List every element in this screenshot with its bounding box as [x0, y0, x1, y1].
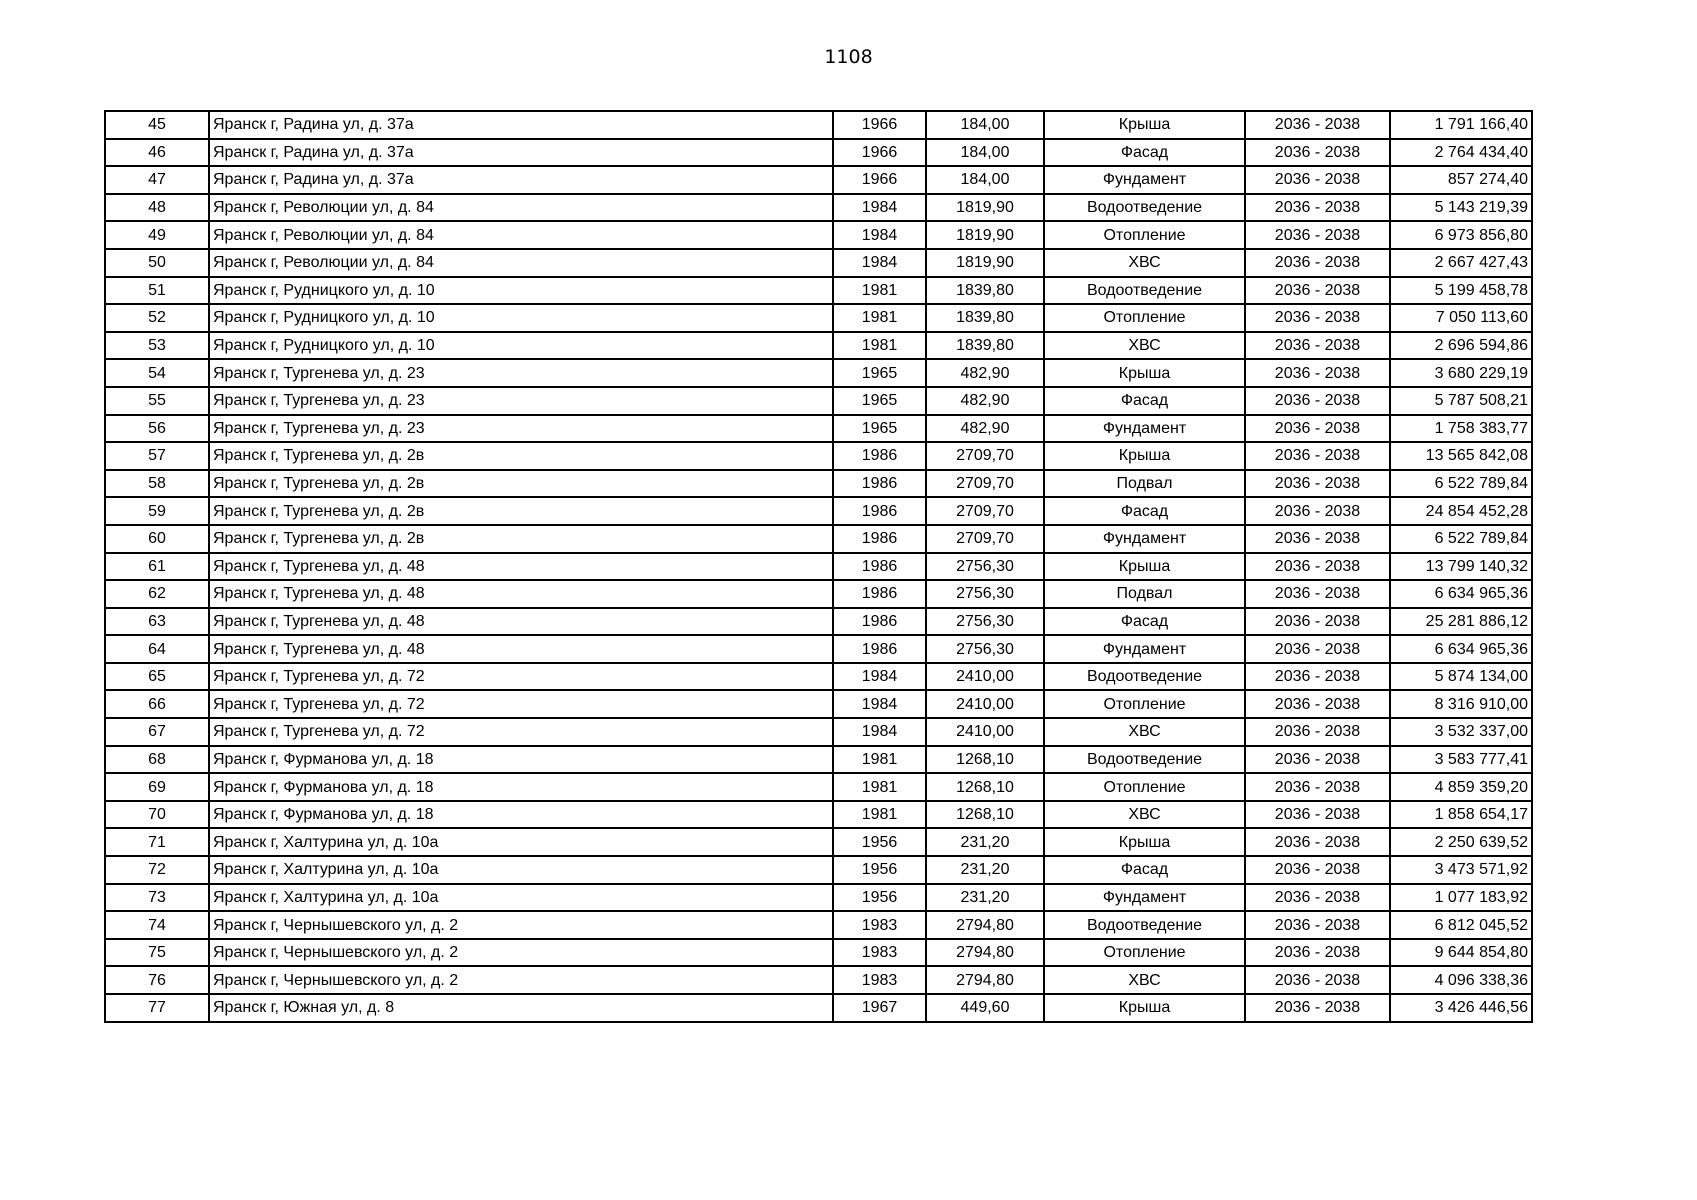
table-row: [105, 608, 1532, 636]
table-row: [105, 497, 1532, 525]
year-built-cell: 1986: [833, 525, 926, 553]
table-row: [105, 553, 1532, 581]
address-cell: Яранск г, Фурманова ул, д. 18: [209, 746, 833, 774]
year-built-cell: 1984: [833, 663, 926, 691]
cost-cell: 1 077 183,92: [1390, 884, 1532, 912]
work-type-cell: Подвал: [1044, 470, 1245, 498]
work-type-cell: Водоотведение: [1044, 746, 1245, 774]
work-type-cell: Фасад: [1044, 139, 1245, 167]
area-cell: 2410,00: [926, 663, 1044, 691]
period-cell: 2036 - 2038: [1245, 663, 1390, 691]
year-built-cell: 1984: [833, 249, 926, 277]
cost-cell: 3 583 777,41: [1390, 746, 1532, 774]
address-cell: Яранск г, Чернышевского ул, д. 2: [209, 911, 833, 939]
year-built-cell: 1986: [833, 442, 926, 470]
row-number-cell: 66: [105, 690, 209, 718]
row-number-cell: 49: [105, 221, 209, 249]
area-cell: 2709,70: [926, 442, 1044, 470]
year-built-cell: 1981: [833, 773, 926, 801]
address-cell: Яранск г, Тургенева ул, д. 23: [209, 359, 833, 387]
year-built-cell: 1965: [833, 359, 926, 387]
address-cell: Яранск г, Радина ул, д. 37а: [209, 139, 833, 167]
year-built-cell: 1981: [833, 746, 926, 774]
work-type-cell: Отопление: [1044, 690, 1245, 718]
address-cell: Яранск г, Радина ул, д. 37а: [209, 166, 833, 194]
area-cell: 1268,10: [926, 801, 1044, 829]
area-cell: 184,00: [926, 139, 1044, 167]
address-cell: Яранск г, Рудницкого ул, д. 10: [209, 277, 833, 305]
cost-cell: 6 634 965,36: [1390, 580, 1532, 608]
row-number-cell: 54: [105, 359, 209, 387]
area-cell: 1839,80: [926, 304, 1044, 332]
area-cell: 231,20: [926, 828, 1044, 856]
table-row: [105, 221, 1532, 249]
table-row: [105, 635, 1532, 663]
repair-schedule-table: [104, 110, 1533, 1023]
table-row: [105, 663, 1532, 691]
address-cell: Яранск г, Радина ул, д. 37а: [209, 111, 833, 139]
row-number-cell: 60: [105, 525, 209, 553]
address-cell: Яранск г, Халтурина ул, д. 10а: [209, 884, 833, 912]
period-cell: 2036 - 2038: [1245, 332, 1390, 360]
year-built-cell: 1981: [833, 277, 926, 305]
work-type-cell: Водоотведение: [1044, 194, 1245, 222]
year-built-cell: 1984: [833, 718, 926, 746]
cost-cell: 13 565 842,08: [1390, 442, 1532, 470]
table-row: [105, 939, 1532, 967]
address-cell: Яранск г, Тургенева ул, д. 48: [209, 553, 833, 581]
address-cell: Яранск г, Тургенева ул, д. 2в: [209, 497, 833, 525]
address-cell: Яранск г, Тургенева ул, д. 2в: [209, 525, 833, 553]
row-number-cell: 68: [105, 746, 209, 774]
area-cell: 1268,10: [926, 746, 1044, 774]
row-number-cell: 59: [105, 497, 209, 525]
address-cell: Яранск г, Рудницкого ул, д. 10: [209, 332, 833, 360]
table-body: [105, 111, 1532, 1022]
work-type-cell: Фундамент: [1044, 415, 1245, 443]
cost-cell: 9 644 854,80: [1390, 939, 1532, 967]
table-row: [105, 359, 1532, 387]
work-type-cell: ХВС: [1044, 249, 1245, 277]
area-cell: 2709,70: [926, 525, 1044, 553]
cost-cell: 6 634 965,36: [1390, 635, 1532, 663]
work-type-cell: Фундамент: [1044, 525, 1245, 553]
area-cell: 449,60: [926, 994, 1044, 1022]
table-row: [105, 415, 1532, 443]
work-type-cell: ХВС: [1044, 332, 1245, 360]
year-built-cell: 1984: [833, 221, 926, 249]
table-row: [105, 884, 1532, 912]
row-number-cell: 50: [105, 249, 209, 277]
row-number-cell: 48: [105, 194, 209, 222]
address-cell: Яранск г, Тургенева ул, д. 23: [209, 387, 833, 415]
address-cell: Яранск г, Чернышевского ул, д. 2: [209, 939, 833, 967]
address-cell: Яранск г, Тургенева ул, д. 23: [209, 415, 833, 443]
period-cell: 2036 - 2038: [1245, 221, 1390, 249]
address-cell: Яранск г, Южная ул, д. 8: [209, 994, 833, 1022]
work-type-cell: Водоотведение: [1044, 911, 1245, 939]
address-cell: Яранск г, Революции ул, д. 84: [209, 194, 833, 222]
period-cell: 2036 - 2038: [1245, 828, 1390, 856]
work-type-cell: Фасад: [1044, 497, 1245, 525]
period-cell: 2036 - 2038: [1245, 470, 1390, 498]
row-number-cell: 67: [105, 718, 209, 746]
cost-cell: 2 764 434,40: [1390, 139, 1532, 167]
period-cell: 2036 - 2038: [1245, 359, 1390, 387]
period-cell: 2036 - 2038: [1245, 249, 1390, 277]
row-number-cell: 74: [105, 911, 209, 939]
work-type-cell: Фасад: [1044, 387, 1245, 415]
year-built-cell: 1956: [833, 856, 926, 884]
row-number-cell: 51: [105, 277, 209, 305]
cost-cell: 1 791 166,40: [1390, 111, 1532, 139]
period-cell: 2036 - 2038: [1245, 111, 1390, 139]
area-cell: 184,00: [926, 111, 1044, 139]
area-cell: 2410,00: [926, 718, 1044, 746]
cost-cell: 24 854 452,28: [1390, 497, 1532, 525]
work-type-cell: Отопление: [1044, 304, 1245, 332]
row-number-cell: 55: [105, 387, 209, 415]
area-cell: 1819,90: [926, 194, 1044, 222]
cost-cell: 6 522 789,84: [1390, 470, 1532, 498]
table-row: [105, 856, 1532, 884]
area-cell: 1839,80: [926, 277, 1044, 305]
year-built-cell: 1965: [833, 387, 926, 415]
row-number-cell: 69: [105, 773, 209, 801]
area-cell: 482,90: [926, 359, 1044, 387]
cost-cell: 5 143 219,39: [1390, 194, 1532, 222]
period-cell: 2036 - 2038: [1245, 497, 1390, 525]
row-number-cell: 71: [105, 828, 209, 856]
area-cell: 1819,90: [926, 249, 1044, 277]
area-cell: 1268,10: [926, 773, 1044, 801]
area-cell: 482,90: [926, 387, 1044, 415]
cost-cell: 7 050 113,60: [1390, 304, 1532, 332]
area-cell: 2756,30: [926, 635, 1044, 663]
table-row: [105, 580, 1532, 608]
work-type-cell: Крыша: [1044, 553, 1245, 581]
table-row: [105, 525, 1532, 553]
work-type-cell: Крыша: [1044, 359, 1245, 387]
area-cell: 2709,70: [926, 497, 1044, 525]
row-number-cell: 46: [105, 139, 209, 167]
address-cell: Яранск г, Тургенева ул, д. 2в: [209, 470, 833, 498]
year-built-cell: 1956: [833, 884, 926, 912]
address-cell: Яранск г, Революции ул, д. 84: [209, 249, 833, 277]
area-cell: 1839,80: [926, 332, 1044, 360]
work-type-cell: Отопление: [1044, 773, 1245, 801]
year-built-cell: 1986: [833, 635, 926, 663]
cost-cell: 6 812 045,52: [1390, 911, 1532, 939]
year-built-cell: 1967: [833, 994, 926, 1022]
period-cell: 2036 - 2038: [1245, 966, 1390, 994]
table-row: [105, 442, 1532, 470]
row-number-cell: 58: [105, 470, 209, 498]
row-number-cell: 72: [105, 856, 209, 884]
address-cell: Яранск г, Халтурина ул, д. 10а: [209, 856, 833, 884]
period-cell: 2036 - 2038: [1245, 580, 1390, 608]
area-cell: 2794,80: [926, 911, 1044, 939]
table-row: [105, 828, 1532, 856]
period-cell: 2036 - 2038: [1245, 387, 1390, 415]
cost-cell: 4 859 359,20: [1390, 773, 1532, 801]
table-row: [105, 111, 1532, 139]
cost-cell: 3 426 446,56: [1390, 994, 1532, 1022]
address-cell: Яранск г, Тургенева ул, д. 48: [209, 635, 833, 663]
year-built-cell: 1986: [833, 497, 926, 525]
area-cell: 2756,30: [926, 580, 1044, 608]
year-built-cell: 1986: [833, 470, 926, 498]
cost-cell: 2 696 594,86: [1390, 332, 1532, 360]
row-number-cell: 47: [105, 166, 209, 194]
row-number-cell: 65: [105, 663, 209, 691]
cost-cell: 6 522 789,84: [1390, 525, 1532, 553]
address-cell: Яранск г, Тургенева ул, д. 72: [209, 690, 833, 718]
table-row: [105, 773, 1532, 801]
year-built-cell: 1983: [833, 911, 926, 939]
cost-cell: 5 787 508,21: [1390, 387, 1532, 415]
work-type-cell: Фундамент: [1044, 166, 1245, 194]
address-cell: Яранск г, Фурманова ул, д. 18: [209, 773, 833, 801]
period-cell: 2036 - 2038: [1245, 139, 1390, 167]
row-number-cell: 62: [105, 580, 209, 608]
year-built-cell: 1984: [833, 690, 926, 718]
row-number-cell: 53: [105, 332, 209, 360]
area-cell: 2756,30: [926, 608, 1044, 636]
area-cell: 2756,30: [926, 553, 1044, 581]
address-cell: Яранск г, Революции ул, д. 84: [209, 221, 833, 249]
year-built-cell: 1966: [833, 111, 926, 139]
address-cell: Яранск г, Тургенева ул, д. 72: [209, 718, 833, 746]
table-row: [105, 277, 1532, 305]
cost-cell: 1 758 383,77: [1390, 415, 1532, 443]
table-row: [105, 249, 1532, 277]
cost-cell: 4 096 338,36: [1390, 966, 1532, 994]
cost-cell: 1 858 654,17: [1390, 801, 1532, 829]
period-cell: 2036 - 2038: [1245, 166, 1390, 194]
period-cell: 2036 - 2038: [1245, 635, 1390, 663]
period-cell: 2036 - 2038: [1245, 194, 1390, 222]
address-cell: Яранск г, Тургенева ул, д. 2в: [209, 442, 833, 470]
cost-cell: 5 874 134,00: [1390, 663, 1532, 691]
year-built-cell: 1983: [833, 966, 926, 994]
area-cell: 1819,90: [926, 221, 1044, 249]
table-row: [105, 718, 1532, 746]
period-cell: 2036 - 2038: [1245, 442, 1390, 470]
work-type-cell: ХВС: [1044, 718, 1245, 746]
year-built-cell: 1981: [833, 801, 926, 829]
year-built-cell: 1966: [833, 166, 926, 194]
period-cell: 2036 - 2038: [1245, 746, 1390, 774]
address-cell: Яранск г, Чернышевского ул, д. 2: [209, 966, 833, 994]
year-built-cell: 1981: [833, 332, 926, 360]
year-built-cell: 1956: [833, 828, 926, 856]
row-number-cell: 57: [105, 442, 209, 470]
period-cell: 2036 - 2038: [1245, 801, 1390, 829]
period-cell: 2036 - 2038: [1245, 911, 1390, 939]
area-cell: 2794,80: [926, 966, 1044, 994]
row-number-cell: 61: [105, 553, 209, 581]
work-type-cell: Подвал: [1044, 580, 1245, 608]
work-type-cell: ХВС: [1044, 801, 1245, 829]
area-cell: 482,90: [926, 415, 1044, 443]
table-row: [105, 332, 1532, 360]
period-cell: 2036 - 2038: [1245, 690, 1390, 718]
period-cell: 2036 - 2038: [1245, 884, 1390, 912]
cost-cell: 857 274,40: [1390, 166, 1532, 194]
area-cell: 2794,80: [926, 939, 1044, 967]
row-number-cell: 70: [105, 801, 209, 829]
year-built-cell: 1986: [833, 608, 926, 636]
table-row: [105, 966, 1532, 994]
period-cell: 2036 - 2038: [1245, 939, 1390, 967]
work-type-cell: Крыша: [1044, 828, 1245, 856]
row-number-cell: 75: [105, 939, 209, 967]
period-cell: 2036 - 2038: [1245, 773, 1390, 801]
row-number-cell: 76: [105, 966, 209, 994]
table-row: [105, 470, 1532, 498]
cost-cell: 13 799 140,32: [1390, 553, 1532, 581]
year-built-cell: 1983: [833, 939, 926, 967]
row-number-cell: 56: [105, 415, 209, 443]
row-number-cell: 52: [105, 304, 209, 332]
table-row: [105, 194, 1532, 222]
work-type-cell: Фундамент: [1044, 635, 1245, 663]
work-type-cell: Крыша: [1044, 994, 1245, 1022]
year-built-cell: 1981: [833, 304, 926, 332]
row-number-cell: 77: [105, 994, 209, 1022]
cost-cell: 8 316 910,00: [1390, 690, 1532, 718]
cost-cell: 6 973 856,80: [1390, 221, 1532, 249]
area-cell: 2410,00: [926, 690, 1044, 718]
work-type-cell: Отопление: [1044, 939, 1245, 967]
period-cell: 2036 - 2038: [1245, 994, 1390, 1022]
period-cell: 2036 - 2038: [1245, 415, 1390, 443]
table-row: [105, 746, 1532, 774]
cost-cell: 2 250 639,52: [1390, 828, 1532, 856]
table-row: [105, 166, 1532, 194]
cost-cell: 3 532 337,00: [1390, 718, 1532, 746]
period-cell: 2036 - 2038: [1245, 277, 1390, 305]
area-cell: 2709,70: [926, 470, 1044, 498]
address-cell: Яранск г, Тургенева ул, д. 48: [209, 580, 833, 608]
period-cell: 2036 - 2038: [1245, 718, 1390, 746]
cost-cell: 2 667 427,43: [1390, 249, 1532, 277]
table-row: [105, 304, 1532, 332]
period-cell: 2036 - 2038: [1245, 525, 1390, 553]
year-built-cell: 1986: [833, 580, 926, 608]
row-number-cell: 45: [105, 111, 209, 139]
address-cell: Яранск г, Тургенева ул, д. 72: [209, 663, 833, 691]
year-built-cell: 1966: [833, 139, 926, 167]
cost-cell: 3 473 571,92: [1390, 856, 1532, 884]
address-cell: Яранск г, Рудницкого ул, д. 10: [209, 304, 833, 332]
year-built-cell: 1986: [833, 553, 926, 581]
table-row: [105, 801, 1532, 829]
address-cell: Яранск г, Тургенева ул, д. 48: [209, 608, 833, 636]
table-row: [105, 994, 1532, 1022]
row-number-cell: 63: [105, 608, 209, 636]
work-type-cell: Водоотведение: [1044, 277, 1245, 305]
address-cell: Яранск г, Халтурина ул, д. 10а: [209, 828, 833, 856]
cost-cell: 3 680 229,19: [1390, 359, 1532, 387]
work-type-cell: Водоотведение: [1044, 663, 1245, 691]
work-type-cell: Фасад: [1044, 608, 1245, 636]
row-number-cell: 73: [105, 884, 209, 912]
work-type-cell: Крыша: [1044, 442, 1245, 470]
period-cell: 2036 - 2038: [1245, 553, 1390, 581]
page-number: 1108: [824, 46, 873, 68]
work-type-cell: Крыша: [1044, 111, 1245, 139]
table-row: [105, 690, 1532, 718]
table-row: [105, 911, 1532, 939]
cost-cell: 5 199 458,78: [1390, 277, 1532, 305]
address-cell: Яранск г, Фурманова ул, д. 18: [209, 801, 833, 829]
period-cell: 2036 - 2038: [1245, 856, 1390, 884]
table-row: [105, 387, 1532, 415]
work-type-cell: Отопление: [1044, 221, 1245, 249]
year-built-cell: 1984: [833, 194, 926, 222]
table-row: [105, 139, 1532, 167]
year-built-cell: 1965: [833, 415, 926, 443]
period-cell: 2036 - 2038: [1245, 304, 1390, 332]
period-cell: 2036 - 2038: [1245, 608, 1390, 636]
area-cell: 231,20: [926, 884, 1044, 912]
area-cell: 231,20: [926, 856, 1044, 884]
area-cell: 184,00: [926, 166, 1044, 194]
cost-cell: 25 281 886,12: [1390, 608, 1532, 636]
work-type-cell: Фундамент: [1044, 884, 1245, 912]
work-type-cell: ХВС: [1044, 966, 1245, 994]
row-number-cell: 64: [105, 635, 209, 663]
work-type-cell: Фасад: [1044, 856, 1245, 884]
